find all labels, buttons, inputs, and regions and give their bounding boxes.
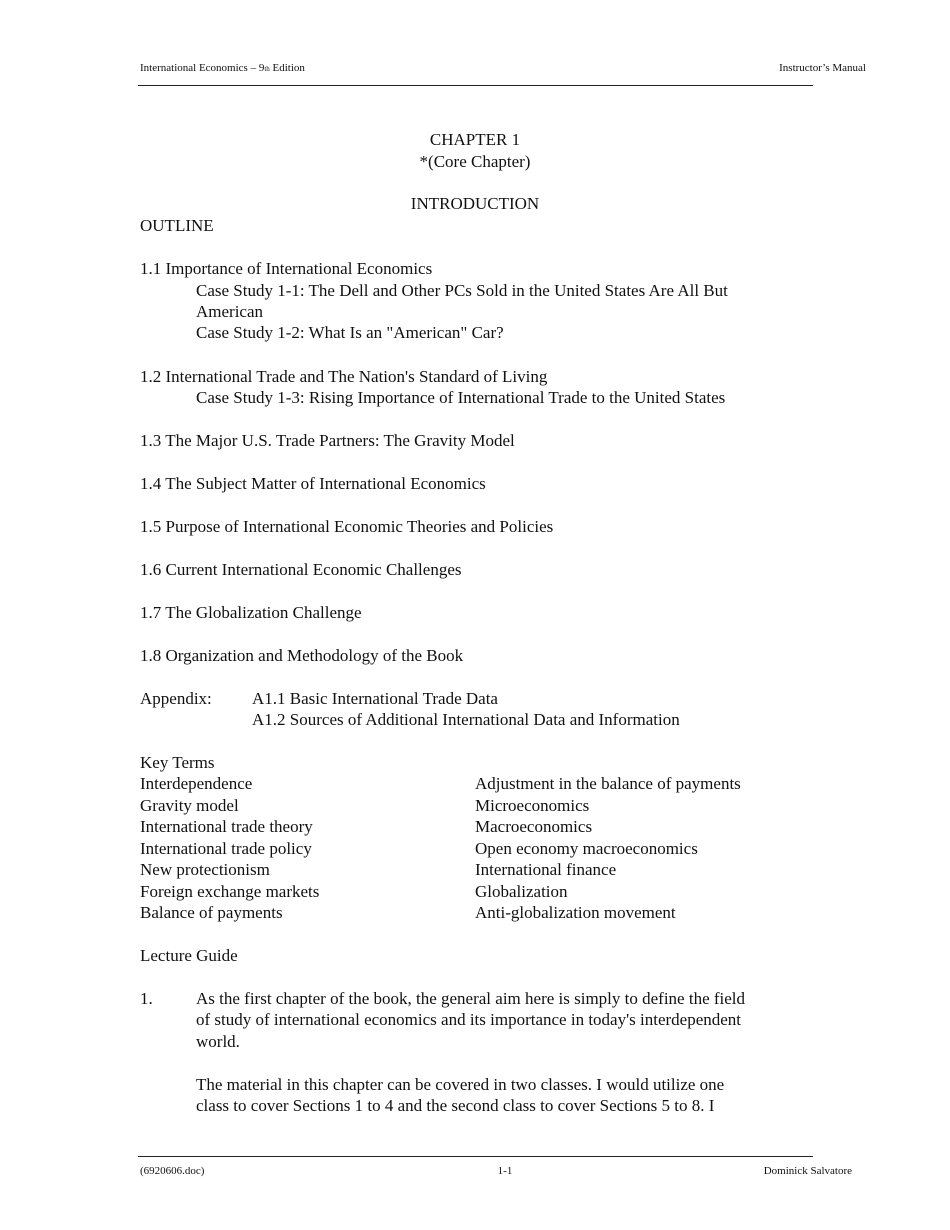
core-chapter-note: *(Core Chapter) [419, 152, 531, 171]
outline-item-1-8: 1.8 Organization and Methodology of the Book [140, 646, 464, 665]
case-study-1-1: Case Study 1-1: The Dell and Other PCs Sold in the United States Are All But [196, 281, 728, 300]
lecture-paragraph-line: of study of international economics and its importance in today's interdependent [196, 1010, 742, 1029]
chapter-title: CHAPTER 1 [429, 130, 521, 149]
footer-rule [138, 1156, 813, 1157]
footer-doc-id: (6920606.doc) [140, 1165, 205, 1177]
outline-heading: OUTLINE [140, 216, 214, 235]
outline-item-1-4: 1.4 The Subject Matter of International Economics [140, 474, 486, 493]
key-term: Macroeconomics [475, 817, 593, 836]
key-term: New protectionism [140, 860, 270, 879]
footer-page-number: 1-1 [497, 1165, 513, 1177]
outline-item-1-3: 1.3 The Major U.S. Trade Partners: The Gravity Model [140, 431, 515, 450]
outline-item-1-5: 1.5 Purpose of International Economic Theories and Policies [140, 517, 554, 536]
lecture-guide-heading: Lecture Guide [140, 946, 238, 965]
case-study-1-1-cont: American [196, 302, 264, 321]
key-term: International trade theory [140, 817, 313, 836]
outline-item-1-6: 1.6 Current International Economic Challenges [140, 560, 462, 579]
outline-item-1-1: 1.1 Importance of International Economics [140, 259, 433, 278]
lecture-paragraph-line: world. [196, 1032, 240, 1051]
key-term: Microeconomics [475, 796, 590, 815]
outline-item-1-7: 1.7 The Globalization Challenge [140, 603, 362, 622]
key-term: Anti-globalization movement [475, 903, 676, 922]
case-study-1-2: Case Study 1-2: What Is an "American" Car? [196, 323, 504, 342]
footer-author: Dominick Salvatore [763, 1165, 852, 1177]
case-study-1-3: Case Study 1-3: Rising Importance of International Trade to the United States [196, 388, 726, 407]
lecture-paragraph-line: class to cover Sections 1 to 4 and the second class to cover Sections 5 to 8. I [196, 1096, 715, 1115]
chapter-heading: INTRODUCTION [410, 194, 540, 213]
key-term: International finance [475, 860, 617, 879]
key-term: Adjustment in the balance of payments [475, 774, 741, 793]
lecture-item-number: 1. [140, 989, 153, 1008]
key-term: International trade policy [140, 839, 312, 858]
appendix-a1-2: A1.2 Sources of Additional International Data and Information [252, 710, 680, 729]
key-term: Balance of payments [140, 903, 283, 922]
key-term: Foreign exchange markets [140, 882, 320, 901]
header-right: Instructor’s Manual [779, 62, 866, 74]
lecture-paragraph-line: As the first chapter of the book, the general aim here is simply to define the field [196, 989, 746, 1008]
lecture-paragraph-line: The material in this chapter can be covered in two classes. I would utilize one [196, 1075, 725, 1094]
outline-item-1-2: 1.2 International Trade and The Nation's Standard of Living [140, 367, 548, 386]
appendix-a1-1: A1.1 Basic International Trade Data [252, 689, 498, 708]
key-terms-heading: Key Terms [140, 753, 215, 772]
appendix-label: Appendix: [140, 689, 212, 708]
key-term: Gravity model [140, 796, 239, 815]
header-left: International Economics – 9th Edition [140, 62, 305, 74]
key-term: Interdependence [140, 774, 253, 793]
header-rule [138, 85, 813, 86]
key-term: Globalization [475, 882, 568, 901]
key-term: Open economy macroeconomics [475, 839, 698, 858]
